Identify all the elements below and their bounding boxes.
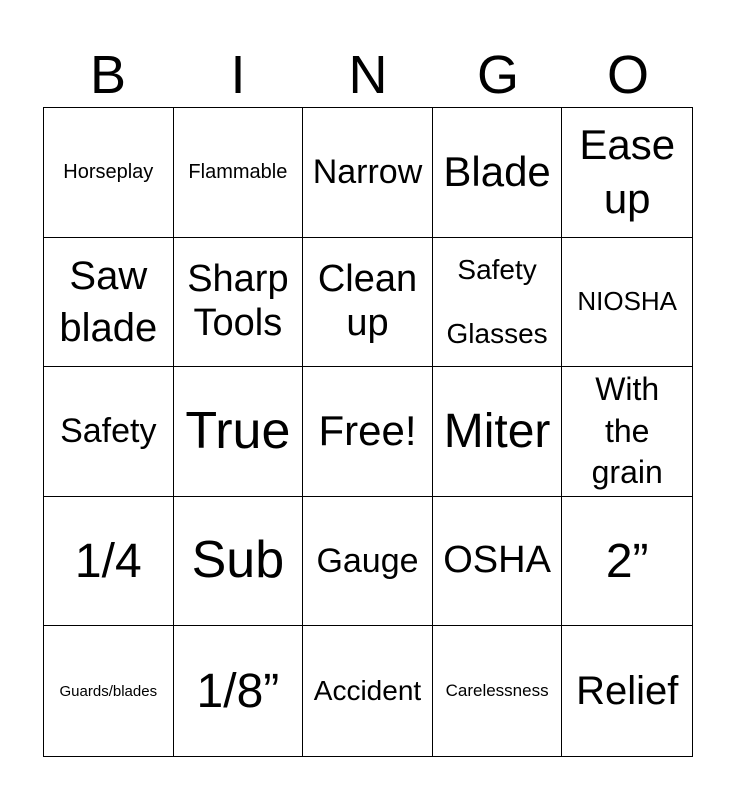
bingo-cell[interactable] xyxy=(44,108,174,238)
bingo-cell[interactable] xyxy=(562,497,692,627)
header-letter-g: G xyxy=(476,45,519,105)
bingo-cell[interactable] xyxy=(433,108,563,238)
bingo-header xyxy=(43,44,693,106)
bingo-cell[interactable] xyxy=(433,497,563,627)
cell-label: Guards/blades xyxy=(59,682,158,700)
cell-label: Narrow xyxy=(312,152,423,191)
bingo-cell[interactable] xyxy=(44,238,174,368)
bingo-cell[interactable] xyxy=(433,238,563,368)
bingo-cell[interactable] xyxy=(303,626,433,756)
cell-label: 1/4 xyxy=(74,534,142,588)
cell-label: Gauge xyxy=(316,541,419,580)
cell-label: Saw blade xyxy=(59,253,158,350)
bingo-cell[interactable] xyxy=(174,367,304,497)
cell-label: Safety xyxy=(60,411,157,450)
cell-label: Clean up xyxy=(317,258,418,344)
header-letter-n: N xyxy=(348,45,388,105)
bingo-cell[interactable] xyxy=(174,108,304,238)
bingo-cell[interactable] xyxy=(433,367,563,497)
cell-label: 1/8” xyxy=(196,664,280,718)
bingo-cell[interactable] xyxy=(562,626,692,756)
bingo-cell[interactable] xyxy=(562,108,692,238)
cell-label: Miter xyxy=(443,404,551,458)
cell-label: NIOSHA xyxy=(577,285,678,316)
bingo-cell[interactable] xyxy=(174,497,304,627)
bingo-cell[interactable] xyxy=(562,238,692,368)
header-letter-i: I xyxy=(230,45,246,105)
bingo-card-grid xyxy=(43,107,693,757)
bingo-cell[interactable] xyxy=(562,367,692,497)
cell-label: Ease up xyxy=(579,120,676,223)
cell-label: Accident xyxy=(313,675,422,707)
cell-label: Horseplay xyxy=(63,160,154,183)
bingo-cell[interactable] xyxy=(174,238,304,368)
bingo-cell[interactable] xyxy=(44,367,174,497)
bingo-cell[interactable] xyxy=(303,497,433,627)
bingo-cell[interactable] xyxy=(174,626,304,756)
bingo-cell[interactable] xyxy=(303,238,433,368)
bingo-cell[interactable] xyxy=(44,626,174,756)
cell-label: 2” xyxy=(605,534,649,588)
header-letter-b: B xyxy=(89,45,127,105)
cell-label: True xyxy=(185,401,291,460)
bingo-cell[interactable] xyxy=(303,108,433,238)
cell-label: Sharp Tools xyxy=(187,258,289,344)
cell-label: OSHA xyxy=(443,539,551,582)
cell-label: Blade xyxy=(443,148,551,196)
cell-label: Carelessness xyxy=(445,681,549,701)
cell-label: Relief xyxy=(576,669,679,714)
bingo-cell[interactable] xyxy=(44,497,174,627)
header-letter-o: O xyxy=(606,45,649,105)
cell-label: With the grain xyxy=(591,371,663,491)
cell-label: Free! xyxy=(318,407,417,455)
bingo-cell[interactable] xyxy=(303,367,433,497)
cell-label: Flammable xyxy=(188,160,288,183)
bingo-cell[interactable] xyxy=(433,626,563,756)
cell-label: Safety Glasses xyxy=(446,253,548,349)
cell-label: Sub xyxy=(191,531,285,590)
